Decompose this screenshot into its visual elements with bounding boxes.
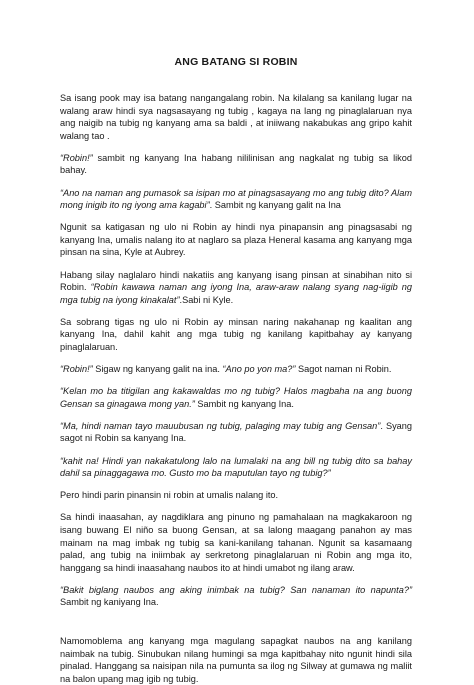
document-body xyxy=(60,92,412,685)
narration-text: Sambit ng kanyang Ina. xyxy=(194,398,294,409)
narration-text: Pero hindi parin pinansin ni robin at umalis nalang ito. xyxy=(60,490,279,501)
narration-text: Sa sobrang tigas ng ulo ni Robin ay minsan naring nakahanap ng kaalitan ang kanyang Ina, dahil kahit ang mga tubig ng kanilang kapitbahay ay kanyang pinaglalaruan. xyxy=(60,316,412,352)
dialogue-text: “Ano po yon ma?” xyxy=(222,364,296,375)
narration-text: Sa hindi inaasahan, ay nagdiklara ang pinuno ng pamahalaan na magkakaroon ng isang buwang El niño sa buong Gensan, at sa lalong maagang panahon ay mas mainam na mag imbak ng tubig sa kani-kanilang tahanan. Ngunit sa kasamaang palad, ang tubig na iniimbak ay serkretong pinaglalaruan ni Robin ang mga ito, hanggang sa hindi inaasahang naubos ito at hindi umabot ng ilang araw. xyxy=(60,512,412,573)
paragraph xyxy=(60,187,412,212)
paragraph xyxy=(60,221,412,259)
narration-text: Sigaw ng kanyang galit na ina. xyxy=(92,364,223,375)
dialogue-text: “Ma, hindi naman tayo mauubusan ng tubig, palaging may tubig ang Gensan” xyxy=(60,420,381,431)
narration-text: .Sabi ni Kyle. xyxy=(179,294,234,305)
paragraph xyxy=(60,92,412,142)
narration-text: sambit ng kanyang Ina habang nililinisan ang nagkalat ng tubig sa likod bahay. xyxy=(60,152,412,176)
paragraph xyxy=(60,511,412,574)
paragraph xyxy=(60,385,412,410)
paragraph xyxy=(60,363,412,376)
dialogue-text: “Kelan mo ba titigilan ang kakawaldas mo ng tubig? Halos magbaha na ang buong Gensan sa ginagawa mong yan.” xyxy=(60,386,412,409)
dialogue-text: “kahit na! Hindi yan nakakatulong lalo na lumalaki na ang bill ng tubig dito sa bahay dahil sa pinaggagawa mo. Gusto mo ba maputulan tayo ng tubig?” xyxy=(60,455,412,479)
dialogue-text: “Bakit biglang naubos ang aking inimbak na tubig? San nanaman ito napunta?” xyxy=(60,584,412,595)
dialogue-text: “Robin!” xyxy=(60,364,93,375)
paragraph xyxy=(60,269,412,307)
paragraph xyxy=(60,455,412,480)
narration-text: Ngunit sa katigasan ng ulo ni Robin ay hindi nya pinapansin ang pinagsasabi ng kanyang Ina, umalis nalang ito at naglaro sa plaza Heneral kasama ang kanyang mga pinsan na sina, Kyle at Aubrey. xyxy=(60,222,412,258)
paragraph xyxy=(60,316,412,354)
narration-text: Sagot naman ni Robin. xyxy=(295,364,392,375)
paragraph xyxy=(60,635,412,685)
dialogue-text: “Robin!” xyxy=(60,152,93,163)
document-title: ANG BATANG SI ROBIN xyxy=(174,56,298,68)
narration-text: Sa isang pook may isa batang nangangalang robin. Na kilalang sa kanilang lugar na walang araw hindi sya nagsasayang ng tubig , kagaya na lang ng pinaglalaruan nya ang naigib na tubig ng kanyang ama sa baldi , at iniiwang nakabukas ang gripo kahit walang tao . xyxy=(60,93,412,141)
narration-text: . Syang sagot ni Robin sa kanyang Ina. xyxy=(60,420,413,444)
dialogue-text: “Robin kawawa naman ang iyong Ina, araw-araw nalang syang nag-iigib ng mga tubig na iyong kinakalat” xyxy=(60,282,412,305)
narration-text: Habang silay naglalaro hindi nakatiis ang kanyang isang pinsan at sinabihan nito si Robin. xyxy=(60,269,412,293)
narration-text: Sambit ng kaniyang Ina. xyxy=(60,597,159,608)
paragraph xyxy=(60,152,412,177)
paragraph xyxy=(60,489,412,502)
narration-text: Namomoblema ang kanyang mga magulang sapagkat naubos na ang kanilang naimbak na tubig. Sinubukan nilang humingi sa mga kapitbahay nito ngunit hindi sila pinalad. Hanggang sa naisipan nila na pumunta sa ilog ng Silway at gumawa ng maliit na balon upang mag igib ng tubig. xyxy=(60,636,412,684)
dialogue-text: “Ano na naman ang pumasok sa isipan mo at pinagsasayang mo ang tubig dito? Alam mong inigib ito ng iyong ama kagabi” xyxy=(60,187,412,211)
narration-text: . Sambit ng kanyang galit na Ina xyxy=(209,200,341,211)
paragraph xyxy=(60,584,412,609)
paragraph xyxy=(60,420,412,445)
